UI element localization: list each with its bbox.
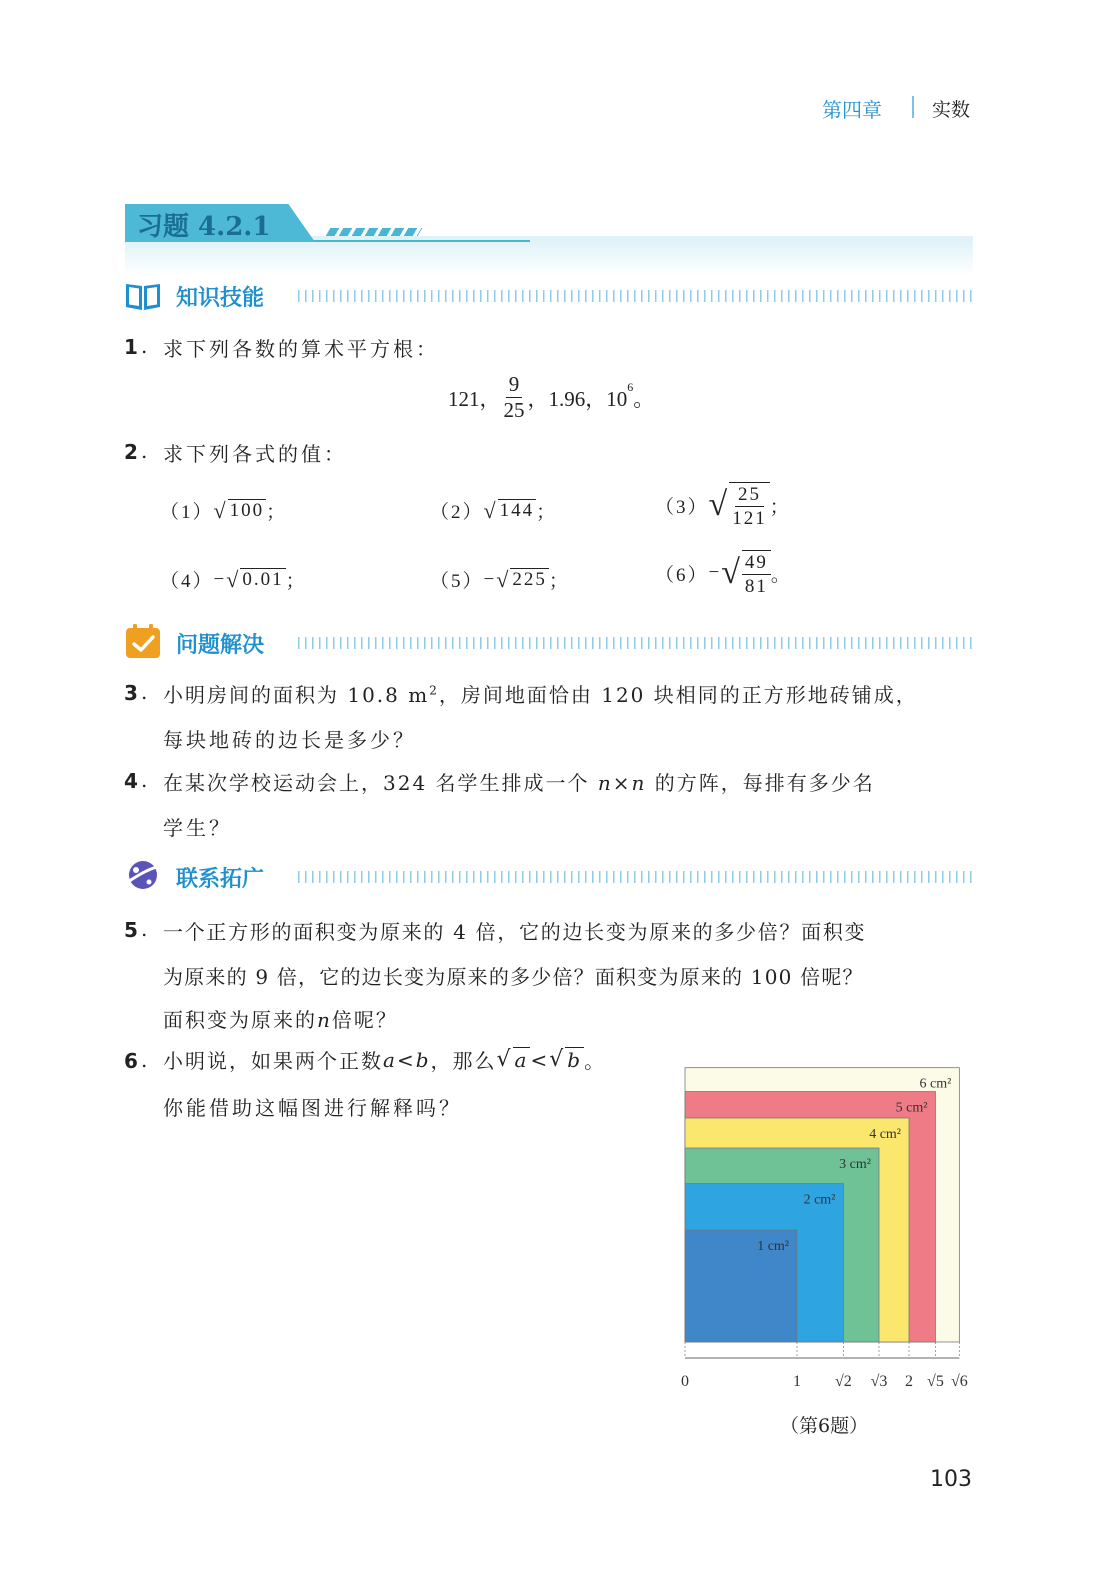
square-label: 6 cm² bbox=[919, 1076, 952, 1092]
open-book-icon bbox=[124, 276, 162, 314]
question-number: 4 bbox=[124, 769, 138, 793]
tick-label: √6 bbox=[950, 1373, 968, 1390]
part-5: （5） − √ 225 ； bbox=[430, 566, 570, 592]
minus-sign: − bbox=[213, 568, 227, 590]
planet-icon bbox=[124, 856, 162, 894]
end-mark: ； bbox=[536, 502, 558, 523]
part-label: （4） bbox=[160, 571, 214, 592]
radicand: 144 bbox=[499, 500, 535, 521]
less-than-sign: < bbox=[530, 1047, 550, 1072]
radicand-a: a bbox=[514, 1048, 529, 1072]
square-label: 3 cm² bbox=[839, 1157, 871, 1173]
text-segment: 小明房间的面积为 10.8 m bbox=[163, 683, 430, 707]
square-label: 1 cm² bbox=[757, 1239, 789, 1254]
question-5-line-1: 一个正方形的面积变为原来的 4 倍，它的边长变为原来的多少倍？面积变 bbox=[163, 920, 867, 944]
tick-label: √3 bbox=[870, 1373, 888, 1390]
fraction-numerator: 9 bbox=[506, 374, 523, 398]
question-5-line-3 bbox=[163, 1004, 398, 1033]
question-1-text: 求下列各数的算术平方根： bbox=[163, 337, 439, 361]
question-6-line-1: 小明说，如果两个正数 a < b ，那么 √ a < √ b 。 bbox=[163, 1047, 607, 1073]
text-segment: ，房间地面恰由 120 块相同的正方形地砖铺成， bbox=[438, 683, 918, 707]
end-mark: 。 bbox=[633, 386, 655, 411]
end-mark: ； bbox=[769, 496, 791, 518]
part-label: （1） bbox=[160, 502, 214, 523]
fraction-numerator: 49 bbox=[742, 553, 771, 575]
variable-a: a bbox=[383, 1047, 397, 1072]
tick-label: √2 bbox=[835, 1373, 852, 1390]
exponent: 2 bbox=[429, 683, 439, 698]
nested-squares-figure bbox=[670, 1060, 980, 1400]
question-number: 6 bbox=[124, 1049, 138, 1073]
radicand-b: b bbox=[567, 1048, 583, 1072]
section-title-skills: 知识技能 bbox=[176, 286, 265, 311]
text-segment: 倍呢？ bbox=[331, 1008, 398, 1032]
times-sign: × bbox=[612, 771, 632, 795]
end-mark: ； bbox=[285, 571, 307, 592]
part-label: （6） bbox=[655, 564, 709, 586]
less-than-sign: < bbox=[396, 1047, 416, 1072]
section-title-problem: 问题解决 bbox=[176, 633, 265, 658]
part-6: （6） − √ $\frac{49}{81}$ 。 bbox=[655, 552, 792, 597]
fraction-numerator: 25 bbox=[735, 485, 764, 507]
part-3: （3） √ $\frac{25}{121}$ ； bbox=[655, 484, 791, 529]
exercise-banner-dashes bbox=[326, 228, 423, 236]
radical-fraction bbox=[742, 550, 771, 596]
radicand: 0.01 bbox=[242, 569, 284, 590]
square-label: 5 cm² bbox=[895, 1100, 928, 1116]
section-divider-dots bbox=[298, 637, 973, 649]
header-separator bbox=[912, 96, 914, 118]
text-segment: 面积变为原来的 bbox=[163, 1008, 317, 1032]
tick-label: 0 bbox=[681, 1373, 689, 1390]
part-label: （3） bbox=[655, 496, 709, 518]
chapter-label: 第四章 bbox=[822, 98, 882, 122]
section-divider-dots bbox=[298, 290, 973, 302]
radicand: 225 bbox=[512, 569, 547, 590]
variable-b: b bbox=[415, 1047, 431, 1072]
calendar-check-icon bbox=[124, 622, 162, 660]
figure-caption: （第6题） bbox=[780, 1415, 869, 1437]
section-title-extension: 联系拓广 bbox=[176, 867, 265, 892]
minus-sign: − bbox=[483, 568, 497, 590]
text-segment: 小明说，如果两个正数 bbox=[163, 1049, 383, 1073]
question-dot: . bbox=[141, 1048, 148, 1072]
tick-label: 1 bbox=[793, 1373, 801, 1390]
fraction-denominator: 25 bbox=[503, 398, 525, 422]
page-number: 103 bbox=[930, 1467, 972, 1492]
text-segment: ，那么 bbox=[430, 1049, 497, 1073]
question-3-line-1 bbox=[163, 679, 918, 708]
text-segment: 在某次学校运动会上，324 名学生排成一个 bbox=[163, 771, 598, 795]
end-mark: 。 bbox=[770, 564, 792, 586]
end-mark: ； bbox=[266, 502, 288, 523]
minus-sign: − bbox=[708, 562, 722, 583]
end-mark: ； bbox=[548, 571, 570, 592]
question-dot: . bbox=[141, 334, 148, 358]
question-dot: . bbox=[141, 680, 148, 704]
question-number: 2 bbox=[124, 440, 138, 464]
section-divider-dots bbox=[298, 871, 973, 883]
question-6-line-2: 你能借助这幅图进行解释吗？ bbox=[163, 1096, 462, 1120]
value-121: 121， bbox=[448, 386, 501, 411]
part-label: （5） bbox=[430, 571, 484, 592]
question-3-line-2: 每块地砖的边长是多少？ bbox=[163, 728, 416, 752]
radical-fraction bbox=[729, 482, 770, 528]
question-2-text: 求下列各式的值： bbox=[163, 442, 347, 466]
variable-n: n bbox=[597, 771, 613, 795]
chapter-topic: 实数 bbox=[932, 99, 971, 121]
question-dot: . bbox=[141, 768, 148, 792]
question-1-values bbox=[448, 374, 654, 421]
variable-n: n bbox=[631, 771, 647, 795]
question-4-line-2: 学生？ bbox=[163, 816, 232, 840]
tick-label: 2 bbox=[905, 1373, 913, 1390]
end-mark: 。 bbox=[584, 1049, 607, 1073]
value-list: ，1.96，10 bbox=[527, 386, 628, 411]
question-dot: . bbox=[141, 917, 148, 941]
question-number: 3 bbox=[124, 681, 138, 705]
variable-n: n bbox=[317, 1008, 332, 1032]
fraction-9-25 bbox=[501, 374, 528, 421]
part-label: （2） bbox=[430, 502, 484, 523]
question-number: 5 bbox=[124, 918, 138, 942]
question-5-line-2: 为原来的 9 倍，它的边长变为原来的多少倍？面积变为原来的 100 倍呢？ bbox=[163, 965, 864, 989]
exercise-title: 习题 4.2.1 bbox=[137, 212, 271, 242]
part-2: （2） √ 144 ； bbox=[430, 497, 558, 523]
question-dot: . bbox=[141, 439, 148, 463]
exponent: 6 bbox=[627, 380, 634, 394]
square-label: 4 cm² bbox=[869, 1127, 901, 1142]
fraction-denominator: 81 bbox=[744, 576, 768, 597]
tick-label: √5 bbox=[927, 1373, 944, 1390]
question-4-line-1 bbox=[163, 767, 875, 796]
question-number: 1 bbox=[124, 335, 138, 359]
part-4: （4） − √ 0.01 ； bbox=[160, 566, 307, 592]
text-segment: 的方阵，每排有多少名 bbox=[646, 771, 875, 795]
fraction-denominator: 121 bbox=[732, 508, 767, 529]
square-label: 2 cm² bbox=[803, 1192, 836, 1208]
radicand: 100 bbox=[229, 500, 265, 521]
part-1: （1） √ 100 ； bbox=[160, 497, 288, 523]
